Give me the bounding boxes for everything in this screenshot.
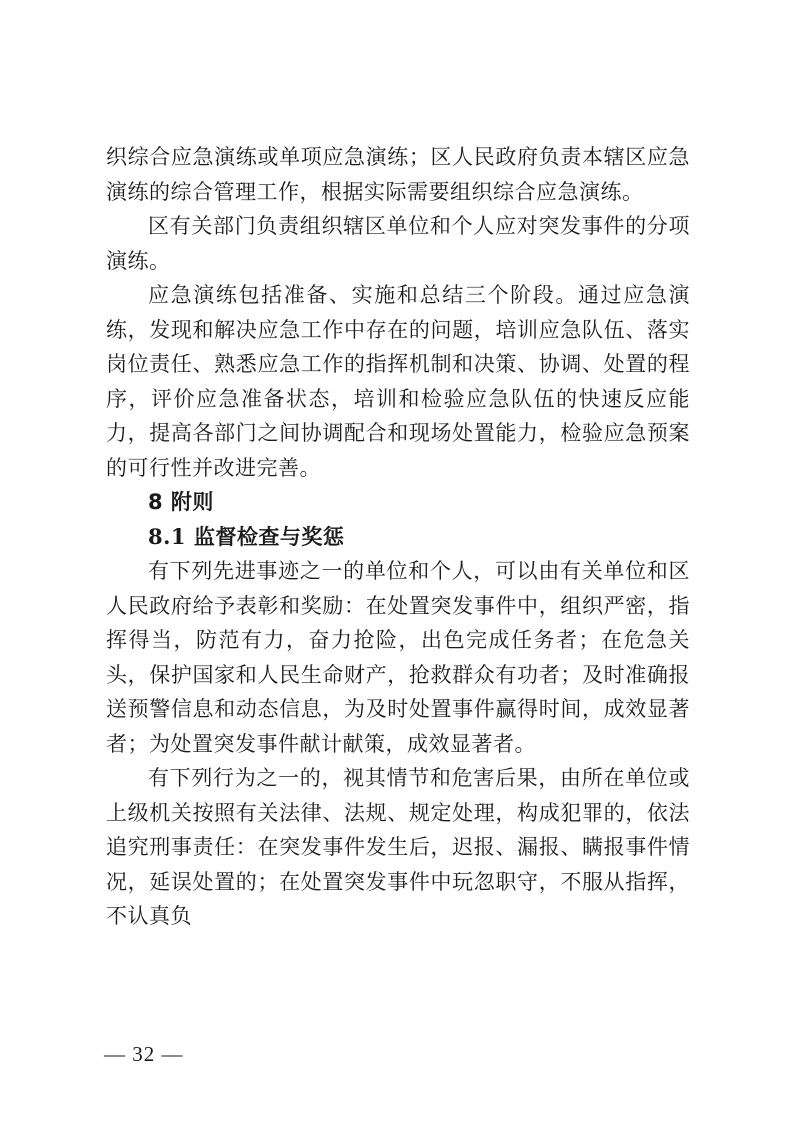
paragraph-rewards: 有下列先进事迹之一的单位和个人，可以由有关单位和区人民政府给予表彰和奖励：在处置突发事件中，组织严密，指挥得当，防范有力，奋力抢险，出色完成任务者；在危急关头，保护国家和人民生命财产，抢救群众有功者；及时准确报送预警信息和动态信息，为及时处置事件赢得时间，成效显著者；为处置突发事件献计献策，成效显著者。 xyxy=(106,559,690,756)
paragraph-penalties: 有下列行为之一的，视其情节和危害后果，由所在单位或上级机关按照有关法律、法规、规定处理，构成犯罪的，依法追究刑事责任：在突发事件发生后，迟报、漏报、瞒报事件情况，延误处置的；在处置突发事件中玩忽职守，不服从指挥，不认真负 xyxy=(106,766,690,928)
paragraph-drill-organization: 织综合应急演练或单项应急演练；区人民政府负责本辖区应急演练的综合管理工作，根据实际需要组织综合应急演练。 xyxy=(106,145,690,204)
page-number: — 32 — xyxy=(104,1042,184,1066)
paragraph-department-drills: 区有关部门负责组织辖区单位和个人应对突发事件的分项演练。 xyxy=(106,214,690,273)
section-heading-appendix: 8 附则 xyxy=(148,490,214,514)
document-body xyxy=(106,140,690,934)
subsection-heading-supervision: 8.1 监督检查与奖惩 xyxy=(148,523,345,549)
paragraph-drill-stages: 应急演练包括准备、实施和总结三个阶段。通过应急演练，发现和解决应急工作中存在的问题，培训应急队伍、落实岗位责任、熟悉应急工作的指挥机制和决策、协调、处置的程序，评价应急准备状态，培训和检验应急队伍的快速反应能力，提高各部门之间协调配合和现场处置能力，检验应急预案的可行性并改进完善。 xyxy=(106,283,690,480)
